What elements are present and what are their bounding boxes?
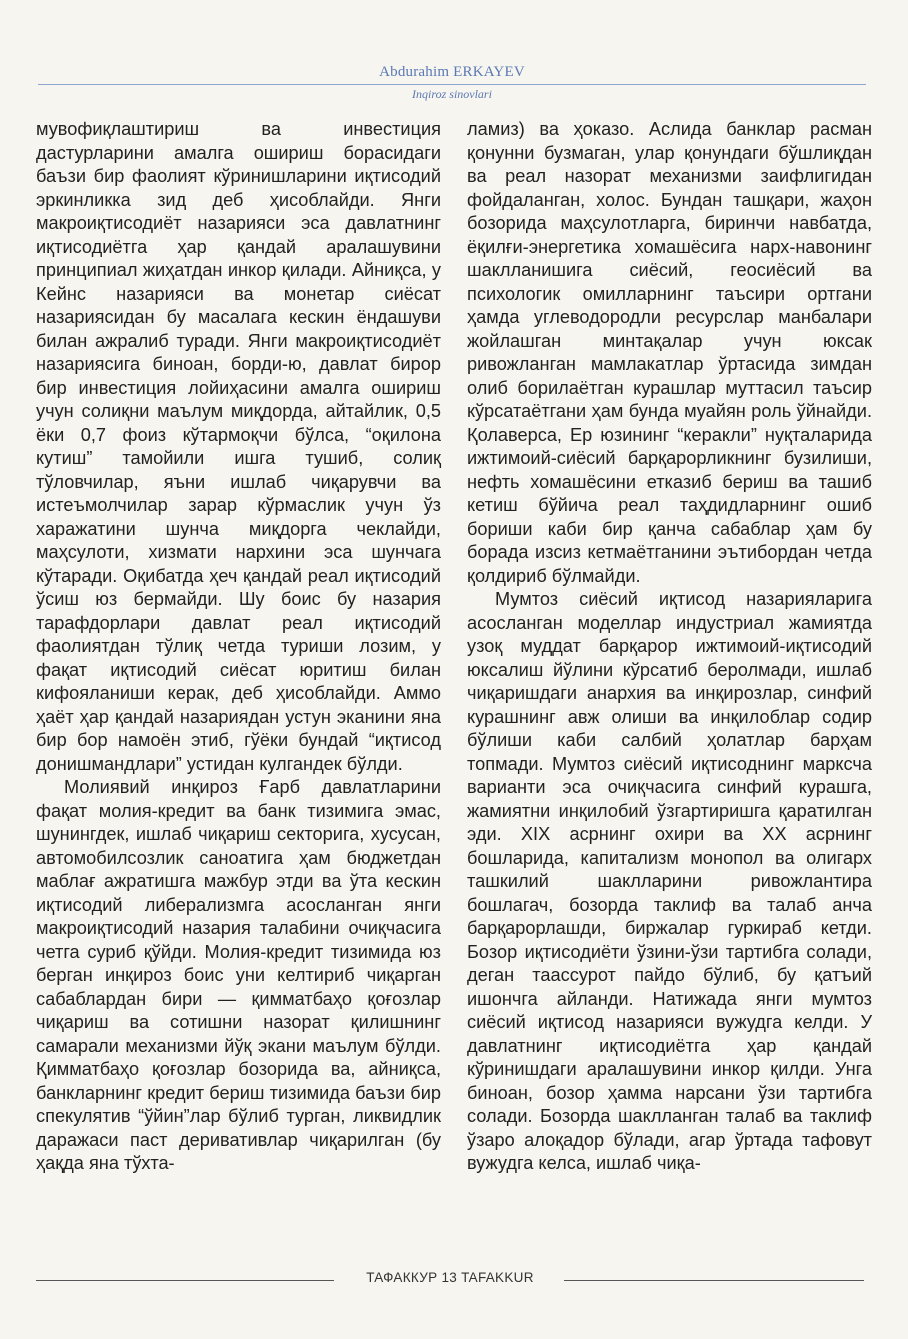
paragraph: ламиз) ва ҳоказо. Аслида банклар расман қонунни бузмаган, улар қонундаги бўшлиқдан ва реал назорат механизми заифлигидан фойдаланган, холос. Бундан ташқари, жаҳон бозорида маҳсулотларга, биринчи навбатда, ёқилғи-энергетика хомашёсига нарх-навонинг шаклланишига сиёсий, геосиёсий ва психологик омилларнинг таъсири ортгани ҳамда углеводородли ресурслар манбалари жойлашган минтақалар учун юксак ривожланган мамлакатлар ўртасида зимдан олиб борилаётган курашлар муттасил таъсир кўрсатаётгани ҳам бунда муайян роль ўйнайди. Қолаверса, Ер юзининг “керакли” нуқталарида ижтимоий-сиёсий барқарорликнинг бузилиши, нефть хомашёсини етказиб бериш ва ташиб кетиш бўйича реал таҳдидларнинг ошиб бориши каби бир қанча сабаблар ҳам бу борада изсиз кетмаётганини эътибордан четда қолдириб бўлмайди. [467,119,872,586]
footer-page-label: ТАФАККУР 13 TAFAKKUR [366,1270,534,1285]
right-column [467,118,872,1176]
paragraph: мувофиқлаштириш ва инвестиция дастурларини амалга ошириш борасидаги баъзи бир фаолият кўринишларини иқтисодий эркинликка зид деб ҳисоблайди. Янги макроиқтисодиёт назарияси эса давлатнинг иқтисодиётга ҳар қандай аралашувини принципиал жиҳатдан инкор қилади. Айниқса, у Кейнс назарияси ва монетар сиёсат назариясидан бу масалага кескин ёндашуви билан ажралиб туради. Янги макроиқтисодиёт назариясига биноан, борди-ю, давлат бирор бир инвестиция лойиҳасини амалга ошириш учун солиқни маълум миқдорда, айтайлик, 0,5 ёки 0,7 фоиз кўтармоқчи бўлса, “оқилона кутиш” тамойили ишга тушиб, солиқ тўловчилар, яъни ишлаб чиқарувчи ва истеъмолчилар зарар кўрмаслик учун ўз харажатини шунча миқдорга чеклайди, маҳсулоти, хизмати нархини эса шунчага кўтаради. Оқибатда ҳеч қандай реал иқтисодий ўсиш юз бермайди. Шу боис бу назария тарафдорлари давлат реал иқтисодий фаолиятдан тўлиқ четда туриши лозим, у фақат иқтисодий сиёсат юритиш билан кифояланиши керак, деб ҳисоблайди. Аммо ҳаёт ҳар қандай назариядан устун эканини яна бир бор намоён этиб, гўёки бундай “иқтисод донишмандлари” устидан кулгандек бўлди. [36,119,441,774]
paragraph: Молиявий инқироз Ғарб давлатларини фақат молия-кредит ва банк тизимига эмас, шунингдек, ишлаб чиқариш секторига, хусусан, автомобилсозлик саноатига ҳам бюджетдан маблағ ажратишга мажбур этди ва ўта кескин иқтисодий либерализмга асосланган янги макроиқтисодий назария талабини очиқчасига четга суриб қўйди. Молия-кредит тизимида юз берган инқироз боис уни келтириб чиқарган сабаблардан бири — қимматбаҳо қоғозлар чиқариш ва сотишни назорат қилишнинг самарали механизми йўқ экани маълум бўлди. Қимматбаҳо қоғозлар бозорида ва, айниқса, банкларнинг кредит бериш тизимида баъзи бир спекулятив “ўйин”лар бўлиб турган, ликвидлик даражаси паст деривативлар чиқарилган (бу ҳақда яна тўхта- [36,777,441,1173]
footer-rule-right [564,1280,864,1281]
left-column [36,118,441,1176]
running-header [38,58,866,108]
paragraph: Мумтоз сиёсий иқтисод назарияларига асосланган моделлар индустриал жамиятда узоқ муддат барқарор ижтимоий-иқтисодий юксалиш йўлини кўрсатиб беролмади, ишлаб чиқаришдаги анархия ва инқирозлар, синфий курашнинг авж олиши ва инқилоблар содир бўлиши каби салбий ҳолатлар барҳам топмади. Мумтоз сиёсий иқтисоднинг марксча варианти эса очиқчасига синфий курашга, жамиятни инқилобий ўзгартиришга қаратилган эди. XIX асрнинг охири ва XX асрнинг бошларида, капитализм монопол ва олигарх ташкилий шаклларини ривожлантира бошлагач, бозорда таклиф ва талаб анча барқарорлашди, биржалар гуркираб кетди. Бозор иқтисодиёти ўзини-ўзи тартибга солади, деган таассурот пайдо бўлиб, бу қатъий ишончга айланди. Натижада янги мумтоз сиёсий иқтисод назарияси вужудга келди. У давлатнинг иқтисодиётга ҳар қандай кўринишдаги аралашувини инкор қилди. Унга биноан, бозор ҳамма нарсани ўзи тартибга солади. Бозорда шаклланган талаб ва таклиф ўзаро алоқадор бўлади, агар ўртада тафовут вужудга келса, ишлаб чиқа- [467,589,872,1173]
header-subtitle: Inqiroz sinovlari [412,87,492,101]
header-author: Abdurahim ERKAYEV [379,64,525,80]
page-footer [36,1268,864,1292]
footer-rule-left [36,1280,334,1281]
header-rule [38,84,866,85]
